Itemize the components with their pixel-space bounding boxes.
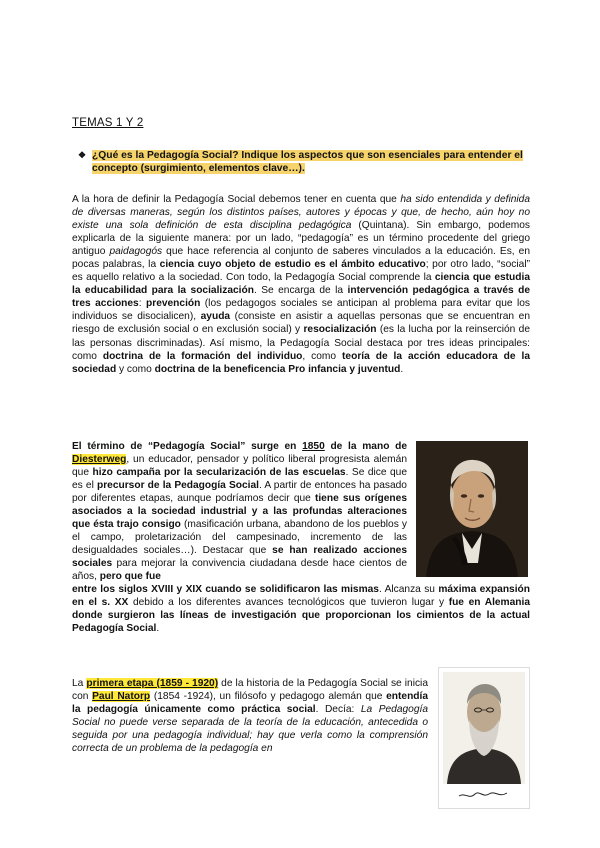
paragraph-origin-continued <box>72 583 530 635</box>
text-run: . Alcanza su <box>378 584 439 595</box>
text-run: primera etapa (1859 - 1920) <box>86 678 219 689</box>
paragraph-origin <box>72 440 407 584</box>
text-run: (masificación urbana, abandono de los pueblos y el campo, proletarización del campesinado, incremento de las desigualdades sociales…). Destacar que <box>72 519 407 557</box>
text-run: debido a los diferentes avances tecnológicos que tuvieron lugar y <box>128 597 449 609</box>
text-run: entre los siglos XVIII y XIX cuando se solidificaron las mismas <box>72 584 379 595</box>
portrait-natorp-icon <box>439 668 529 808</box>
text-run: prevención <box>146 298 201 310</box>
text-run: para mejorar la convivencia ciudadana desde hace cientos de años, <box>72 558 407 583</box>
text-run: (es la lucha por la reinserción de las personas discriminadas). Así mismo, la Pedagogía Social destaca por tres ideas principales: como <box>72 324 530 362</box>
text-run: ciencia que estudia la educabilidad para la socialización <box>72 272 530 297</box>
text-run: (consiste en asistir a aquellas personas que se encuentran en riesgo de exclusión social o en exclusión social) y <box>72 311 530 336</box>
text-run: resocialización <box>303 324 377 336</box>
text-run: entendía la pedagogía únicamente como práctica social <box>72 691 429 716</box>
text-run: que hace referencia al conjunto de saberes vinculados a la educación. Es, en pocas palabras, la <box>72 246 530 271</box>
text-run: Diesterweg <box>72 454 127 466</box>
text-run: precursor de la Pedagogía Social <box>96 480 259 492</box>
text-run: ; por otro lado, “social” es aquello relativo a la sociedad. Con todo, la Pedagogía Social comprende la <box>72 259 530 284</box>
text-run: . Se encarga de la <box>253 285 348 297</box>
text-run: doctrina de la formación del individuo <box>102 350 303 362</box>
portrait-diesterweg-icon <box>416 441 528 577</box>
text-run: 1850 <box>302 441 325 452</box>
text-run: (los pedagogos sociales se anticipan al problema para evitar que los individuos se disocialicen), <box>72 298 530 323</box>
question-text: ¿Qué es la Pedagogía Social? Indique los aspectos que son esenciales para entender el concepto (surgimiento, elementos clave…). <box>92 150 523 174</box>
text-run: doctrina de la beneficencia Pro infancia y juventud <box>154 363 401 375</box>
text-run: intervención pedagógica a través de tres acciones <box>72 285 531 310</box>
text-run: pero que fue <box>99 571 161 583</box>
text-run: , un educador, pensador y político liberal progresista alemán que <box>72 454 407 479</box>
page-title: TEMAS 1 Y 2 <box>72 117 144 129</box>
text-run: . <box>156 623 160 635</box>
text-run: . <box>400 363 404 375</box>
text-run: (1854 -1924), un filósofo y pedagogo alemán que <box>150 691 387 703</box>
text-run: (Quintana). Sin embargo, podemos explicarla de la siguiente manera: por un lado, “pedagogía” es un término procedente del griego antiguo <box>72 220 530 258</box>
text-run: de la historia de la Pedagogía Social se inicia con <box>72 678 428 703</box>
text-run: Paul Natorp <box>92 691 151 703</box>
text-run: fue en Alemania donde surgieron las líneas de investigación que proporcionan los cimientos de la actual Pedagogía Social <box>72 597 531 635</box>
portrait-natorp <box>438 667 530 809</box>
portrait-diesterweg <box>416 441 528 577</box>
text-run: de la mano de <box>324 441 407 452</box>
text-run: : <box>138 298 146 310</box>
text-run: La <box>72 678 87 689</box>
paragraph-first-stage <box>72 677 428 755</box>
text-run: paidagogós <box>109 246 163 258</box>
text-run: ayuda <box>200 311 231 323</box>
text-run: . A partir de entonces ha pasado por diferentes etapas, aunque podríamos decir que <box>72 480 407 505</box>
text-run: ha sido entendida y definida de diversas maneras, según los distintos países, autores y épocas y que, de hecho, aún hoy no existe una sola definición de esta disciplina pedagógica <box>72 194 530 232</box>
text-run: y como <box>116 363 155 375</box>
text-run: hizo campaña por la secularización de las escuelas <box>92 467 346 479</box>
text-run: tiene sus orígenes asociados a la sociedad industrial y a las profundas alteraciones que ésta trajo consigo <box>72 493 407 531</box>
text-run: El término de “Pedagogía Social” surge en <box>72 441 303 452</box>
text-run: máxima expansión en el s. XX <box>72 584 530 609</box>
question <box>78 149 530 175</box>
text-run: La Pedagogía Social no puede verse separada de la teoría de la educación, antecedida o seguida por una pedagogía individual; hay que verla como la comprensión correcta de un problema de la pedagogía en <box>72 704 428 755</box>
text-run: . Decía: <box>315 704 361 716</box>
text-run: teoría de la acción educadora de la sociedad <box>72 350 530 375</box>
text-run: A la hora de definir la Pedagogía Social debemos tener en cuenta que <box>72 194 401 205</box>
paragraph-definition <box>72 193 530 376</box>
text-run: . Se dice que es el <box>72 467 408 492</box>
text-run: se han realizado acciones sociales <box>72 545 407 570</box>
bullet-icon: ❖ <box>78 150 87 160</box>
text-run: , como <box>302 350 343 362</box>
text-run: ciencia cuyo objeto de estudio es el ámbito educativo <box>159 259 426 271</box>
